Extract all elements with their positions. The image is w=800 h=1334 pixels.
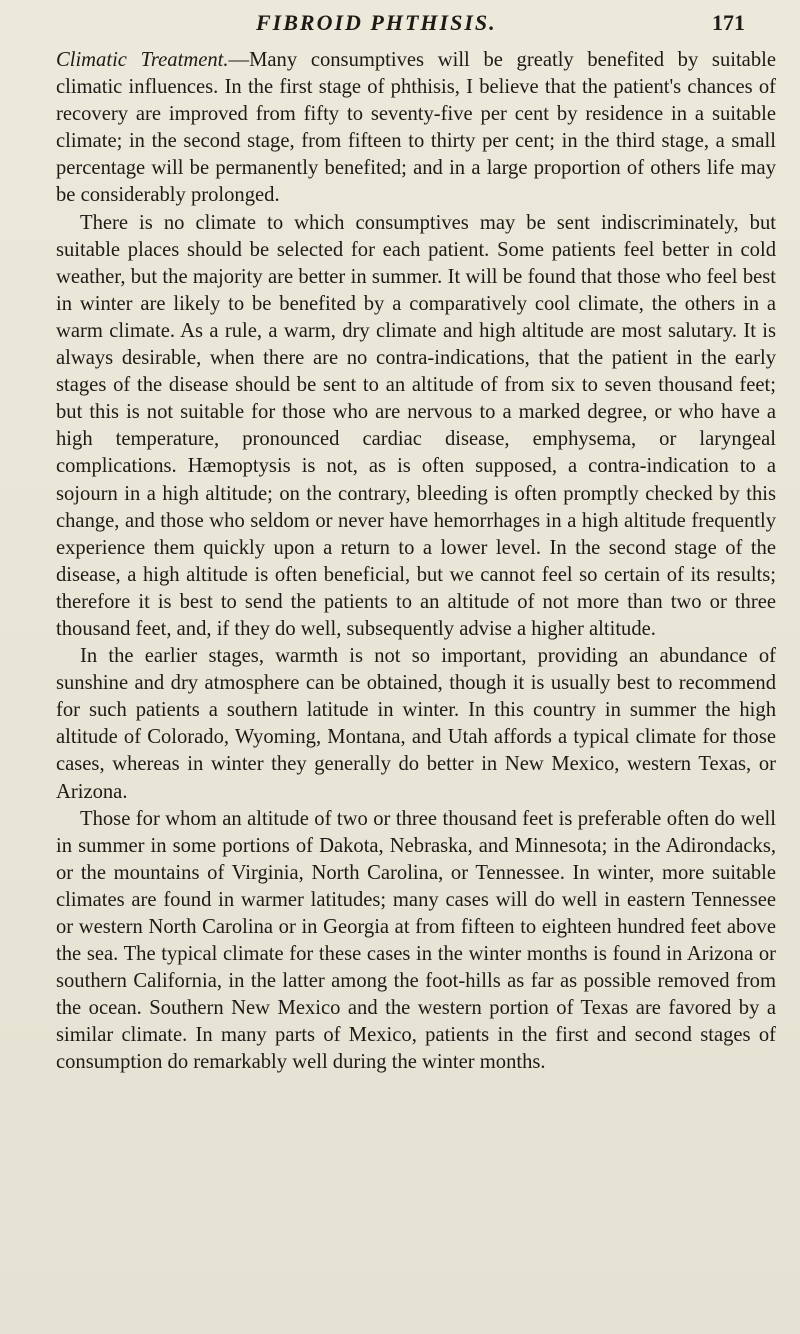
- running-title: FIBROID PHTHISIS.: [256, 10, 497, 35]
- paragraph-no-climate: There is no climate to which consumptives may be sent indiscriminately, but suitable places should be selected for each patient. Some patients feel better in cold weather, but the majority are better in summer. It will be found that those who feel best in winter are likely to be benefited by a comparatively cool climate, the others in a warm climate. As a rule, a warm, dry climate and high altitude are most salutary. It is always desirable, when there are no contra-indications, that the patient in the early stages of the disease should be sent to an altitude of from six to seven thousand feet; but this is not suitable for those who are nervous to a marked degree, or who have a high temperature, pronounced cardiac disease, emphysema, or laryngeal complications. Hæmoptysis is not, as is often supposed, a contra-indication to a sojourn in a high altitude; on the contrary, bleeding is often promptly checked by this change, and those who seldom or never have hemorrhages in a high altitude frequently experience them quickly upon a return to a lower level. In the second stage of the disease, a high altitude is often beneficial, but we cannot feel so certain of its results; therefore it is best to send the patients to an altitude of not more than two or three thousand feet, and, if they do well, subsequently advise a higher altitude.: [56, 211, 776, 640]
- paragraph-moderate-altitude: Those for whom an altitude of two or three thousand feet is preferable often do well in summer in some portions of Dakota, Nebraska, and Minnesota; in the Adirondacks, or the mountains of Virginia, North Carolina, or Tennessee. In winter, more suitable climates are found in warmer latitudes; many cases will do well in eastern Tennessee or western North Carolina or in Georgia at from fifteen to eighteen hundred feet above the sea. The typical climate for these cases in the winter months is found in Arizona or southern California, in the latter among the foot-hills as far as possible removed from the ocean. Southern New Mexico and the western portion of Texas are favored by a similar climate. In many parts of Mexico, patients in the first and second stages of consumption do remarkably well during the winter months.: [56, 807, 776, 1074]
- paragraph-earlier-stages: In the earlier stages, warmth is not so important, providing an abundance of sunshine and dry atmosphere can be obtained, though it is usually best to recommend for such patients a southern latitude in winter. In this country in summer the high altitude of Colorado, Wyoming, Montana, and Utah affords a typical climate for those cases, whereas in winter they generally do better in New Mexico, western Texas, or Arizona.: [56, 645, 776, 803]
- paragraph-climatic-treatment: [56, 47, 776, 210]
- page-number: 171: [712, 10, 745, 35]
- body-text: [56, 47, 776, 1077]
- running-head: [0, 10, 800, 38]
- paragraph-text: —Many consumptives will be greatly benefited by suitable climatic influences. In the first stage of phthisis, I believe that the patient's chances of recovery are improved from fifty to seventy-five per cent by residence in a suitable climate; in the second stage, from fifteen to thirty per cent; in the third stage, a small percentage will be permanently benefited; and in a large proportion of others life may be considerably prolonged.: [56, 49, 776, 207]
- section-heading: Climatic Treatment.: [56, 49, 229, 71]
